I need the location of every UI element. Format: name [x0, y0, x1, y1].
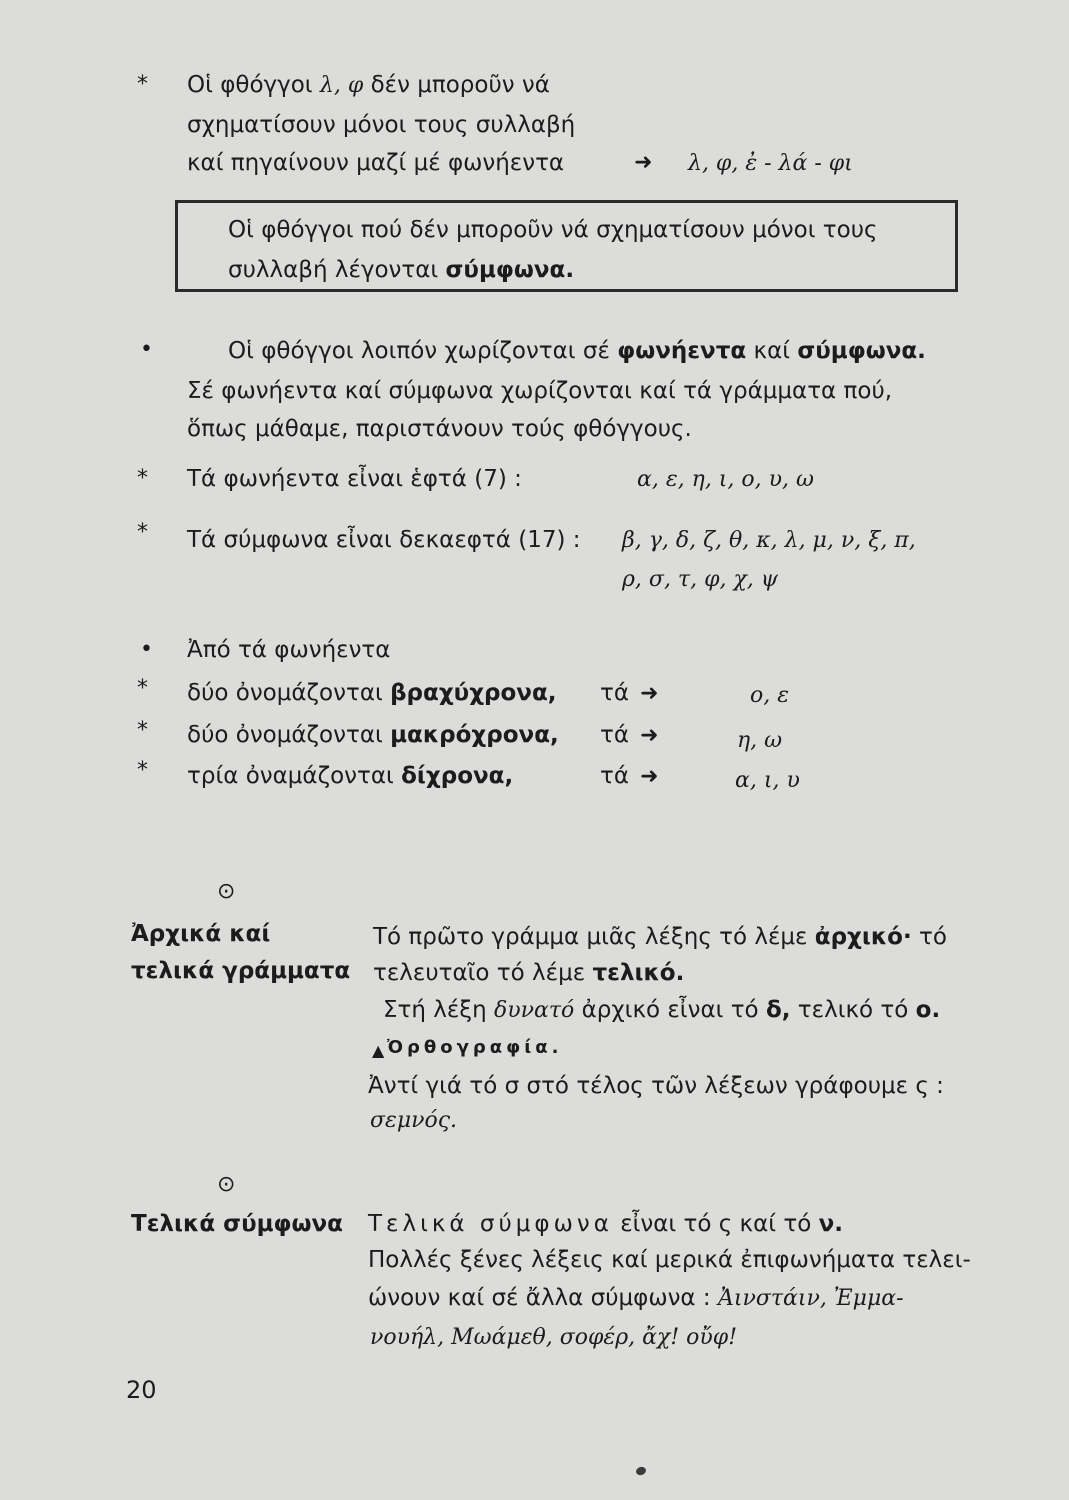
text-line: Πολλές ξένες λέξεις καί μερικά ἐπιφωνήματα τελει-	[368, 1247, 971, 1273]
vowel-type-row	[187, 763, 513, 789]
section-heading: Τελικά σύμφωνα	[131, 1211, 343, 1237]
bold-term: ν.	[818, 1211, 843, 1237]
text-line	[187, 72, 550, 98]
text-line	[383, 997, 940, 1023]
spaced-text: Τελικά σύμφωνα	[368, 1211, 613, 1237]
text-span: καί	[753, 338, 791, 364]
section-heading: τελικά γράμματα	[131, 958, 351, 984]
section-symbol-icon: ⊙	[217, 1172, 236, 1197]
text-span: τά	[600, 680, 630, 706]
text-line: καί πηγαίνουν μαζί μέ φωνήεντα	[187, 150, 565, 176]
bold-term: δίχρονα,	[401, 763, 514, 789]
bullet-star: *	[137, 758, 148, 783]
text-span: τό	[919, 924, 947, 950]
vowel-type-row	[187, 722, 559, 748]
bullet-dot: •	[140, 337, 153, 362]
arrow-icon: ➜	[640, 764, 659, 789]
text-span: ώνουν καί σέ ἄλλα σύμφωνα :	[368, 1285, 711, 1311]
text-span: τά	[600, 722, 630, 748]
bullet-dot: •	[140, 637, 153, 662]
bold-term: δ,	[765, 997, 791, 1023]
vowel-type-row	[187, 680, 557, 706]
text-span: δύο ὀνομάζονται	[187, 722, 383, 748]
definition-line	[228, 257, 574, 283]
bullet-star: *	[137, 466, 148, 491]
vowel-types-intro: Ἀπό τά φωνήεντα	[187, 637, 391, 663]
vowels-label: Τά φωνήεντα εἶναι ἑφτά (7) :	[187, 466, 522, 492]
italic-words: Ἀινστάιν, Ἐμμα-	[717, 1286, 904, 1311]
arrow-icon: ➜	[640, 723, 659, 748]
section-symbol-icon: ⊙	[217, 879, 236, 904]
example-words: νουήλ, Μωάμεθ, σοφέρ, ἄχ! οὔφ!	[370, 1325, 738, 1350]
text-span: συλλαβή λέγονται	[228, 257, 439, 283]
bullet-star: *	[137, 520, 148, 545]
bold-term: φωνήεντα	[617, 338, 747, 364]
bold-term: σύμφωνα.	[445, 257, 575, 283]
example-syllables: λ, φ, ἐ - λά - φι	[688, 151, 853, 176]
bullet-star: *	[137, 676, 148, 701]
text-span: εἶναι τό ς καί τό	[620, 1211, 812, 1237]
text-span: τελικό τό	[797, 997, 909, 1023]
text-span: δέν μποροῦν νά	[370, 72, 550, 98]
example-word: σεμνός.	[370, 1108, 458, 1133]
text-span: Τό πρῶτο γράμμα μιᾶς λέξης τό λέμε	[373, 924, 808, 950]
text-line: ὅπως μάθαμε, παριστάνουν τούς φθόγγους.	[187, 416, 692, 442]
text-line	[228, 338, 926, 364]
italic-word: δυνατό	[494, 998, 575, 1023]
text-line: σχηματίσουν μόνοι τους συλλαβή	[187, 112, 576, 138]
section-heading: Ἀρχικά καί	[131, 921, 271, 947]
text-span: τρία ὀναμάζονται	[187, 763, 394, 789]
text-span: Οἱ φθόγγοι	[187, 72, 313, 98]
vowels-letters: α, ε, η, ι, ο, υ, ω	[637, 467, 814, 492]
text-line	[373, 924, 947, 950]
bold-term: ο.	[915, 997, 941, 1023]
text-span: δύο ὀνομάζονται	[187, 680, 383, 706]
text-span: τελευταῖο τό λέμε	[373, 960, 586, 986]
bold-term: βραχύχρονα,	[390, 680, 557, 706]
bold-term: τελικό.	[592, 960, 685, 986]
text-line: Ἀντί γιά τό σ στό τέλος τῶν λέξεων γράφουμε ς :	[368, 1073, 944, 1099]
text-span: Οἱ φθόγγοι λοιπόν χωρίζονται σέ	[228, 338, 610, 364]
arrow-icon: ➜	[634, 150, 653, 175]
text-line	[373, 960, 684, 986]
consonants-letters: β, γ, δ, ζ, θ, κ, λ, μ, ν, ξ, π,	[622, 528, 916, 553]
text-line: Σέ φωνήεντα καί σύμφωνα χωρίζονται καί τά γράμματα πού,	[187, 378, 893, 404]
bold-term: ἀρχικό·	[814, 924, 912, 950]
page-number: 20	[126, 1376, 157, 1404]
greek-symbols: λ, φ	[319, 73, 364, 98]
ink-mark	[635, 1466, 647, 1477]
consonants-letters: ρ, σ, τ, φ, χ, ψ	[622, 567, 779, 592]
triangle-icon: ▲	[372, 1041, 385, 1060]
vowel-letters: η, ω	[737, 728, 783, 753]
text-span: τά	[600, 763, 630, 789]
bullet-star: *	[137, 72, 148, 97]
bullet-star: *	[137, 718, 148, 743]
orthography-label: Ὀρθογραφία.	[387, 1037, 563, 1058]
text-span: ἀρχικό εἶναι τό	[581, 997, 759, 1023]
text-line	[368, 1211, 843, 1237]
vowel-letters: ο, ε	[750, 683, 790, 708]
arrow-icon: ➜	[640, 681, 659, 706]
text-span: Στή λέξη	[383, 997, 487, 1023]
text-line	[368, 1285, 904, 1311]
bold-term: μακρόχρονα,	[390, 722, 559, 748]
vowel-letters: α, ι, υ	[735, 768, 800, 793]
bold-term: σύμφωνα.	[797, 338, 926, 364]
definition-line: Οἱ φθόγγοι πού δέν μποροῦν νά σχηματίσουν μόνοι τους	[228, 217, 878, 243]
consonants-label: Τά σύμφωνα εἶναι δεκαεφτά (17) :	[187, 527, 581, 553]
